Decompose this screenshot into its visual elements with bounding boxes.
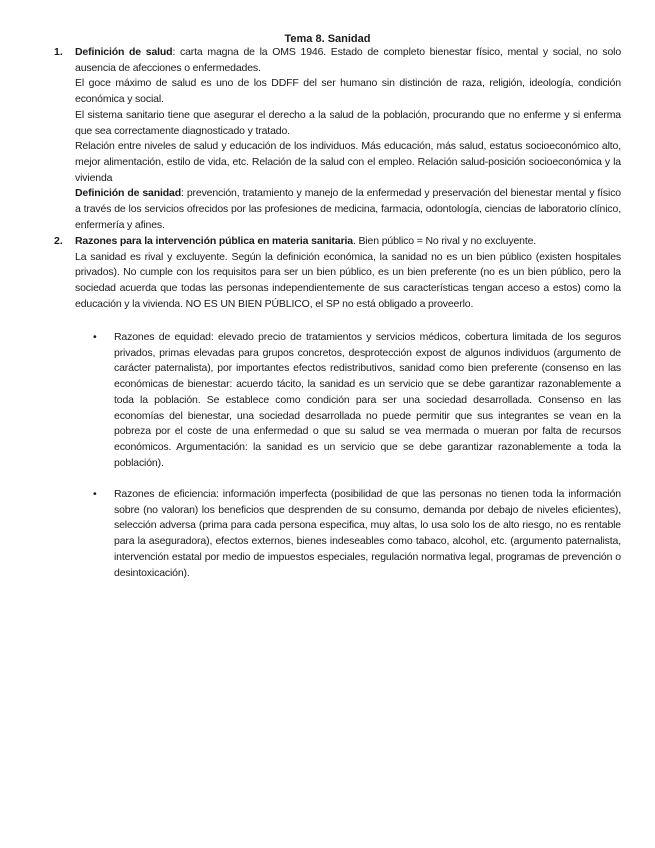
section-1 [75, 45, 621, 233]
intervencion-heading: Razones para la intervención pública en materia sanitaria [75, 235, 353, 247]
intervencion-heading-line [75, 234, 621, 250]
sistema-sanitario-paragraph: El sistema sanitario tiene que asegurar el derecho a la salud de la población, procurando que no enferme y si enferma que sea correctamente diagnosticado y tratado. [75, 108, 621, 137]
bien-publico-paragraph: La sanidad es rival y excluyente. Según la definición económica, la sanidad no es un bien público (existen hospitales privados). No cumple con los requisitos para ser un bien público, es un bien preferente (no es un bien público, pero la sociedad acuerda que todas las personas independientemente de sus características tengan acceso a estos) como la educación y la vivienda. NO ES UN BIEN PÚBLICO, el SP no está obligado a proveerlo. [75, 250, 621, 310]
salud-definition [75, 45, 621, 76]
bullet-marker: • [93, 488, 97, 500]
section-2-number: 2. [54, 235, 63, 247]
intervencion-heading-tail: . Bien público = No rival y no excluyente. [352, 235, 537, 247]
section-1-number: 1. [54, 46, 63, 58]
sanidad-text: : prevención, tratamiento y manejo de la enfermedad y preservación del bienestar mental y físico a través de los servicios ofrecidos por las profesiones de medicina, farmacia, odontología, ciencias de laboratorio clínico, enfermería y afines. [75, 187, 621, 231]
sanidad-heading: Definición de sanidad [75, 187, 181, 200]
document-title: Tema 8. Sanidad [284, 33, 371, 45]
equidad-bullet: Razones de equidad: elevado precio de tratamientos y servicios médicos, cobertura limitada de los seguros privados, primas elevadas para grupos concretos, desprotección expost de algunos individuos (argumento de carácter paternalista), por importantes efectos redistributivos, sanidad como bien preferente (consenso en las económicas de bienestar: acuerdo tácito, la sanidad es un servicio que se debe garantizar razonablemente a toda la población. Se establece como condición para ser una sociedad desarrollada. Consenso en las economías del bienestar, una sociedad desarrollada no puede permitir que sus integrantes se vean en la pobreza por el coste de una enfermedad o que su salud se vea mermada o mueran por falta de recursos económicos. Argumentación: la sanidad es un servicio que se debe garantizar razonablemente a toda la población). [114, 331, 621, 469]
bullet-marker: • [93, 331, 97, 343]
ddff-paragraph: El goce máximo de salud es uno de los DDFF del ser humano sin distinción de raza, religión, ideología, condición económica y social. [75, 77, 621, 106]
eficiencia-bullet: Razones de eficiencia: información imperfecta (posibilidad de que las personas no tienen toda la información sobre (no valoran) los beneficios que desprenden de su consumo, demanda por debajo de niveles eficientes), selección adversa (prima para cada persona especifica, muy altas, lo usa solo los de alto riesgo, no es rentable para la aseguradora), efectos externos, bienes indeseables como tabaco, alcohol, etc. (argumento paternalista, intervención estatal por medio de impuestos especiales, regulación normativa legal, programas de prevención o desintoxicación). [114, 488, 621, 579]
sanidad-definition [75, 186, 621, 233]
relacion-paragraph: Relación entre niveles de salud y educación de los individuos. Más educación, más salud, estatus socioeconómico alto, mejor alimentación, estilo de vida, etc. Relación de la salud con el empleo. Relación salud-posición socioeconómica y la vivienda [75, 140, 621, 184]
salud-heading: Definición de salud [75, 46, 173, 58]
salud-intro: : carta magna de la OMS 1946. Estado de completo bienestar físico, mental y social, no solo ausencia de afecciones o enfermedades. [75, 46, 622, 74]
section-2 [75, 234, 621, 313]
